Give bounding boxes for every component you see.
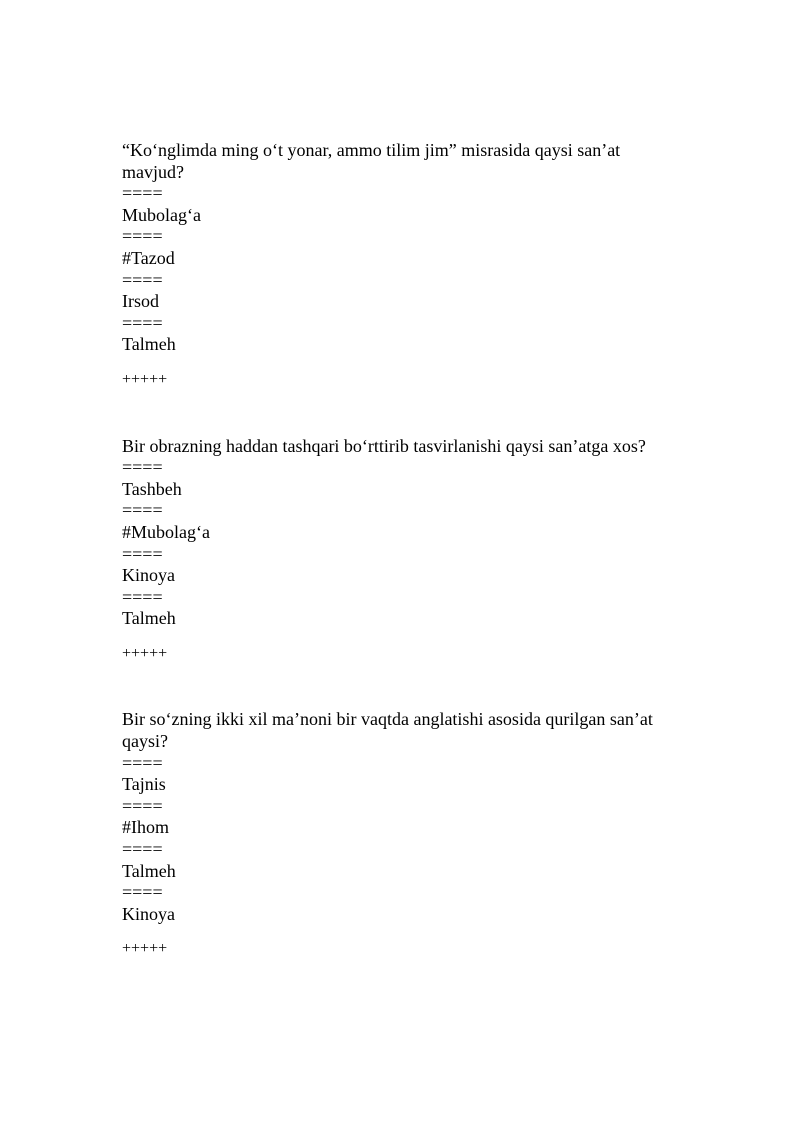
separator: ==== bbox=[122, 226, 163, 247]
separator: ==== bbox=[122, 500, 163, 521]
separator: ==== bbox=[122, 839, 163, 860]
answer-option-correct: #Ihom bbox=[122, 817, 169, 838]
separator: ==== bbox=[122, 457, 163, 478]
question-end-marker: +++++ bbox=[122, 370, 168, 388]
separator: ==== bbox=[122, 586, 163, 607]
answer-option: Talmeh bbox=[122, 608, 176, 629]
question-block bbox=[122, 436, 682, 665]
answer-option: Mubolag‘a bbox=[122, 204, 201, 225]
separator: ==== bbox=[122, 269, 163, 290]
answer-option: Kinoya bbox=[122, 903, 175, 924]
question-text: “Ko‘nglimda ming o‘t yonar, ammo tilim jim” misrasida qaysi san’at mavjud? bbox=[122, 140, 621, 182]
separator: ==== bbox=[122, 752, 163, 773]
answer-option-correct: #Mubolag‘a bbox=[122, 521, 210, 542]
answer-option-correct: #Tazod bbox=[122, 247, 175, 268]
separator: ==== bbox=[122, 183, 163, 204]
question-text: Bir so‘zning ikki xil ma’noni bir vaqtda anglatishi asosida qurilgan san’at qaysi? bbox=[122, 709, 653, 752]
answer-option: Talmeh bbox=[122, 860, 176, 881]
answer-option: Talmeh bbox=[122, 334, 176, 355]
question-end-marker: +++++ bbox=[122, 644, 168, 662]
question-text: Bir obrazning haddan tashqari bo‘rttirib tasvirlanishi qaysi san’atga xos? bbox=[122, 435, 646, 456]
answer-option: Tashbeh bbox=[122, 478, 182, 499]
separator: ==== bbox=[122, 543, 163, 564]
document-content bbox=[122, 140, 682, 960]
answer-option: Irsod bbox=[122, 291, 159, 312]
answer-option: Kinoya bbox=[122, 565, 175, 586]
separator: ==== bbox=[122, 795, 163, 816]
separator: ==== bbox=[122, 882, 163, 903]
question-block bbox=[122, 140, 682, 391]
separator: ==== bbox=[122, 312, 163, 333]
question-block bbox=[122, 709, 682, 960]
question-spacer bbox=[122, 664, 682, 709]
question-end-marker: +++++ bbox=[122, 940, 168, 958]
question-spacer bbox=[122, 391, 682, 436]
answer-option: Tajnis bbox=[122, 774, 166, 795]
